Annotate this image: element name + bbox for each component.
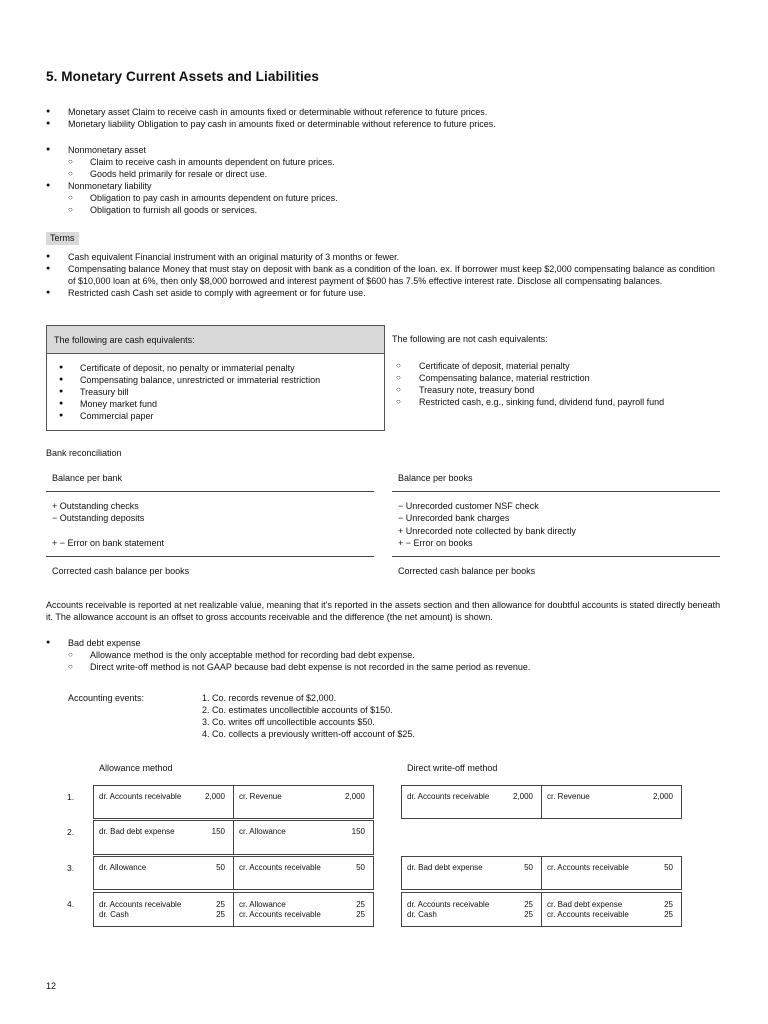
direct-dr-cell <box>401 785 542 819</box>
amount: 25 <box>356 910 365 919</box>
not-cash-equivalents-list <box>396 360 664 408</box>
list-item <box>46 637 726 673</box>
amount: 25 <box>524 910 533 919</box>
journal-row-number: 4. <box>67 899 75 909</box>
direct-dr-cell <box>401 892 542 927</box>
bank-line: − Outstanding deposits <box>52 513 145 523</box>
sub-list-item: ○ Direct write-off method is not GAAP because bad debt expense is not recorded in the same period as revenue. <box>68 661 726 673</box>
ar-paragraph: Accounts receivable is reported at net realizable value, meaning that it's reported in the assets section and then allowance for doubtful accounts is stated directly beneath it. The allowance account is an offset to gross accounts receivable and the difference (the net amount) is shown. <box>46 600 721 622</box>
account-name: cr. Bad debt expense <box>547 900 623 909</box>
account-name: cr. Accounts receivable <box>547 863 629 872</box>
amount: 25 <box>216 910 225 919</box>
allowance-cr-cell <box>233 785 374 819</box>
books-line: + Unrecorded note collected by bank directly <box>398 526 576 536</box>
account-name: dr. Bad debt expense <box>407 863 483 872</box>
sub-list-item: ○ Obligation to pay cash in amounts dependent on future prices. <box>68 192 726 204</box>
sub-list-item: ○ Obligation to furnish all goods or services. <box>68 204 726 216</box>
allowance-dr-cell <box>93 856 234 890</box>
list-item: ○ Treasury note, treasury bond <box>396 384 664 396</box>
allowance-cr-cell <box>233 856 374 890</box>
event-item: 2. Co. estimates uncollectible accounts of $150. <box>202 705 393 715</box>
nonmonetary-liability-label: Nonmonetary liability <box>68 181 152 191</box>
account-name: dr. Bad debt expense <box>99 827 175 836</box>
amount: 50 <box>524 863 533 872</box>
sub-list-item: ○ Allowance method is the only acceptable method for recording bad debt expense. <box>68 649 726 661</box>
divider <box>392 556 720 557</box>
account-name: cr. Revenue <box>547 792 590 801</box>
allowance-dr-cell <box>93 785 234 819</box>
amount: 25 <box>664 900 673 909</box>
allowance-method-heading: Allowance method <box>99 763 173 773</box>
account-name: dr. Cash <box>407 910 437 919</box>
books-col-header: Balance per books <box>398 473 473 483</box>
nonmonetary-asset-label: Nonmonetary asset <box>68 145 147 155</box>
list-item: ○ Compensating balance, material restriction <box>396 372 664 384</box>
amount: 25 <box>524 900 533 909</box>
account-name: cr. Accounts receivable <box>547 910 629 919</box>
amount: 50 <box>216 863 225 872</box>
accounting-events-label: Accounting events: <box>68 693 145 703</box>
direct-dr-cell <box>401 856 542 890</box>
account-name: dr. Accounts receivable <box>407 792 490 801</box>
page-title: 5. Monetary Current Assets and Liabilities <box>46 69 320 84</box>
list-item: ● Compensating balance, unrestricted or immaterial restriction <box>57 374 384 386</box>
amount: 2,000 <box>344 792 365 801</box>
bank-col-header: Balance per bank <box>52 473 123 483</box>
list-item: ● Monetary asset Claim to receive cash in amounts fixed or determinable without reference to future prices. <box>46 106 726 118</box>
amount: 150 <box>351 827 365 836</box>
books-line: − Unrecorded customer NSF check <box>398 501 539 511</box>
divider <box>46 556 374 557</box>
cash-equivalents-box <box>46 325 385 431</box>
sub-list-item: ○ Claim to receive cash in amounts dependent on future prices. <box>68 156 726 168</box>
list-item: ● Monetary liability Obligation to pay cash in amounts fixed or determinable without reference to future prices. <box>46 118 726 130</box>
amount: 25 <box>664 910 673 919</box>
amount: 50 <box>356 863 365 872</box>
list-item: ● Treasury bill <box>57 386 384 398</box>
list-item: ● Money market fund <box>57 398 384 410</box>
account-name: cr. Revenue <box>239 792 282 801</box>
direct-cr-cell <box>541 785 682 819</box>
bank-line: + − Error on bank statement <box>52 538 165 548</box>
bank-col-footer: Corrected cash balance per books <box>52 566 190 576</box>
divider <box>392 491 720 492</box>
amount: 2,000 <box>512 792 533 801</box>
account-name: dr. Accounts receivable <box>407 900 490 909</box>
account-name: dr. Accounts receivable <box>99 900 182 909</box>
journal-row-number: 1. <box>67 792 75 802</box>
list-item: ● Commercial paper <box>57 410 384 422</box>
account-name: cr. Allowance <box>239 827 286 836</box>
list-item: ○ Restricted cash, e.g., sinking fund, dividend fund, payroll fund <box>396 396 664 408</box>
list-item: ● Compensating balance Money that must stay on deposit with bank as a condition of the loan. ex. If borrower must keep $2,000 compensating balance as condition of $10,000 loan at 6%, then only $8,000 borrowed and interest payment of $600 has 7.5% effective interest rate. Disclose all compensating balances. <box>46 263 722 287</box>
amount: 25 <box>216 900 225 909</box>
direct-cr-cell <box>541 892 682 927</box>
bank-line: + Outstanding checks <box>52 501 139 511</box>
account-name: cr. Accounts receivable <box>239 863 321 872</box>
list-item: ● Certificate of deposit, no penalty or immaterial penalty <box>57 362 384 374</box>
books-line: − Unrecorded bank charges <box>398 513 510 523</box>
terms-label: Terms <box>46 232 79 245</box>
terms-list <box>46 251 722 299</box>
cash-equivalents-list <box>47 354 384 422</box>
amount: 2,000 <box>652 792 673 801</box>
direct-cr-cell <box>541 856 682 890</box>
amount: 2,000 <box>204 792 225 801</box>
bad-debt-list <box>46 637 726 673</box>
account-name: cr. Allowance <box>239 900 286 909</box>
list-item: ○ Certificate of deposit, material penalty <box>396 360 664 372</box>
amount: 50 <box>664 863 673 872</box>
direct-method-heading: Direct write-off method <box>407 763 498 773</box>
journal-row-number: 2. <box>67 827 75 837</box>
monetary-list <box>46 106 726 130</box>
allowance-dr-cell <box>93 820 234 855</box>
bank-rec-heading: Bank reconciliation <box>46 448 122 458</box>
amount: 25 <box>356 900 365 909</box>
event-item: 1. Co. records revenue of $2,000. <box>202 693 337 703</box>
amount: 150 <box>211 827 225 836</box>
allowance-dr-cell <box>93 892 234 927</box>
account-name: dr. Allowance <box>99 863 147 872</box>
account-name: dr. Accounts receivable <box>99 792 182 801</box>
event-item: 3. Co. writes off uncollectible accounts $50. <box>202 717 375 727</box>
list-item <box>46 144 726 180</box>
nonmonetary-list <box>46 144 726 216</box>
allowance-cr-cell <box>233 892 374 927</box>
allowance-cr-cell <box>233 820 374 855</box>
list-item: ● Restricted cash Cash set aside to comply with agreement or for future use. <box>46 287 722 299</box>
accounting-events-list <box>202 692 415 740</box>
list-item <box>46 180 726 216</box>
account-name: cr. Accounts receivable <box>239 910 321 919</box>
event-item: 4. Co. collects a previously written-off account of $25. <box>202 729 415 739</box>
sub-list-item: ○ Goods held primarily for resale or direct use. <box>68 168 726 180</box>
books-line: + − Error on books <box>398 538 473 548</box>
journal-row-number: 3. <box>67 863 75 873</box>
not-cash-equivalents-heading: The following are not cash equivalents: <box>392 334 548 344</box>
account-name: dr. Cash <box>99 910 129 919</box>
list-item: ● Cash equivalent Financial instrument with an original maturity of 3 months or fewer. <box>46 251 722 263</box>
bad-debt-label: Bad debt expense <box>68 638 141 648</box>
page-number: 12 <box>46 981 57 991</box>
books-col-footer: Corrected cash balance per books <box>398 566 536 576</box>
divider <box>46 491 374 492</box>
cash-equivalents-heading: The following are cash equivalents: <box>47 326 384 354</box>
